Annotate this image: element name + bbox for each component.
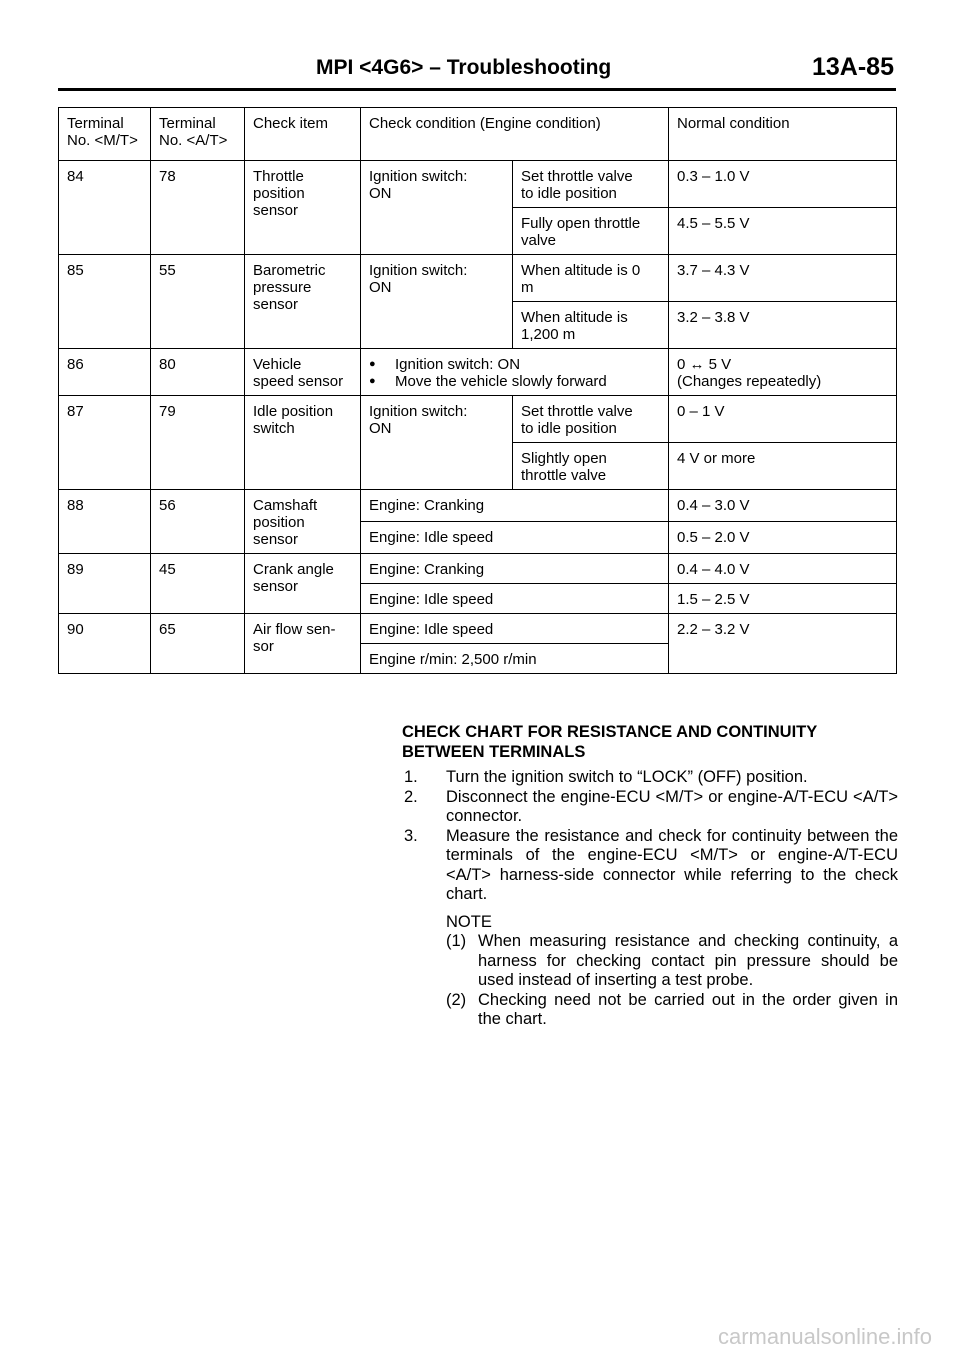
watermark: carmanualsonline.info [717,1324,932,1349]
terminal-at-cell [151,161,245,255]
sub-condition-cell-text: Fully open throttle valve [521,215,641,249]
normal-condition-cell [669,302,897,349]
normal-condition-cell [669,614,897,674]
check-item-cell [245,614,361,674]
normal-condition-cell [669,161,897,208]
terminal-mt-cell-text: 87 [67,403,84,420]
normal-condition-cell-text: 0.5 – 2.0 V [677,529,750,546]
sub-condition-cell [513,443,669,490]
terminal-check-table [58,107,897,674]
note-list [402,932,898,1030]
column-header-text: Normal condition [677,115,790,132]
sub-condition-cell-text: When altitude is 1,200 m [521,309,628,343]
check-condition-cell-text: Engine: Idle speed [369,591,494,608]
normal-condition-cell-text: 0.3 – 1.0 V [677,168,750,185]
condition-bullet: ● Move the vehicle slowly forward [369,373,662,390]
terminal-mt-cell [59,255,151,349]
table-row [59,161,897,208]
condition-bullet: ● Ignition switch: ON [369,356,662,373]
procedure-step-number: 1. [404,768,418,786]
terminal-mt-cell [59,161,151,255]
procedure-step-text: Disconnect the engine-ECU <M/T> or engine-A/T-ECU <A/T> connector. [446,787,898,825]
normal-condition-cell [669,584,897,614]
normal-condition-cell-text: 4.5 – 5.5 V [677,215,750,232]
check-table-container [58,107,897,674]
check-condition-cell [361,554,669,584]
check-item-cell-text: Barometric pressure sensor [253,262,326,313]
sub-condition-cell-text: When altitude is 0 m [521,262,641,296]
procedure-step-text: Measure the resistance and check for continuity between the terminals of the engine-ECU <M/T> or engine-A/T-ECU <A/T> harness-side connector while referring to the check chart. [446,826,898,903]
sub-condition-cell [513,208,669,255]
table-row [59,255,897,302]
terminal-at-cell-text: 79 [159,403,176,420]
terminal-at-cell [151,349,245,396]
terminal-at-cell [151,490,245,554]
terminal-at-cell-text: 45 [159,561,176,578]
procedure-step [402,827,898,905]
sub-condition-cell [513,396,669,443]
check-condition-cell [361,490,669,522]
terminal-at-cell-text: 65 [159,621,176,638]
terminal-at-cell [151,614,245,674]
terminal-mt-cell [59,396,151,490]
terminal-mt-cell-text: 86 [67,356,84,373]
column-header [151,108,245,161]
check-condition-cell [361,522,669,554]
table-row [59,614,897,644]
note-item-text: Checking need not be carried out in the order given in the chart. [478,990,898,1028]
normal-condition-cell [669,443,897,490]
column-header-text: Check item [253,115,329,132]
procedure-step-number: 2. [404,787,418,806]
check-condition-cell-text: Engine: Idle speed [369,621,494,638]
note-item [402,932,898,991]
procedure-steps [402,768,898,905]
column-header [59,108,151,161]
table-row [59,349,897,396]
note-item-text: When measuring resistance and checking continuity, a harness for checking contact pin pressure should be used instead of inserting a test probe. [478,932,898,989]
procedure-step-number: 3. [404,826,418,845]
check-item-cell-text: Crank angle sensor [253,561,334,595]
terminal-at-cell-text: 80 [159,356,176,373]
check-condition-cell-text: Engine: Idle speed [369,529,494,546]
terminal-mt-cell-text: 90 [67,621,84,638]
normal-condition-cell-text: 0 – 1 V [677,403,725,420]
table-row [59,490,897,522]
sub-condition-cell-text: Set throttle valve to idle position [521,403,633,437]
normal-condition-cell-text: 3.2 – 3.8 V [677,309,750,326]
check-item-cell-text: Idle position switch [253,403,334,437]
column-header [361,108,669,161]
normal-condition-cell-text: 3.7 – 4.3 V [677,262,750,279]
normal-condition-cell-text: 0 ↔ 5 V (Changes repeatedly) [677,356,822,390]
note-item-number: (1) [446,932,467,950]
normal-condition-cell [669,208,897,255]
procedure-step-text: Turn the ignition switch to “LOCK” (OFF) position. [446,768,808,786]
terminal-mt-cell [59,349,151,396]
check-item-cell-text: Vehicle speed sensor [253,356,344,390]
column-header-text: Terminal No. <A/T> [159,115,228,149]
check-item-cell [245,490,361,554]
note-item [402,991,898,1030]
page-number: 13A-85 [812,53,894,81]
page-header [58,53,896,91]
terminal-at-cell [151,396,245,490]
check-condition-cell [361,255,513,349]
check-condition-cell-text: Ignition switch: ON [369,168,468,202]
terminal-mt-cell [59,554,151,614]
check-condition-cell [361,584,669,614]
table-row [59,396,897,443]
terminal-mt-cell [59,490,151,554]
terminal-mt-cell-text: 88 [67,497,84,514]
sub-condition-cell [513,302,669,349]
check-item-cell-text: Camshaft position sensor [253,497,318,548]
sub-condition-cell-text: Set throttle valve to idle position [521,168,633,202]
table-row [59,554,897,584]
normal-condition-cell [669,255,897,302]
check-item-cell-text: Throttle position sensor [253,168,305,219]
procedure-step [402,768,898,788]
terminal-mt-cell-text: 85 [67,262,84,279]
terminal-mt-cell [59,614,151,674]
check-condition-cell [361,349,669,396]
check-condition-cell [361,644,669,674]
sub-condition-cell [513,255,669,302]
check-item-cell [245,396,361,490]
check-condition-cell-text: Engine: Cranking [369,497,485,514]
normal-condition-cell-text: 2.2 – 3.2 V [677,621,750,638]
section-title: CHECK CHART FOR RESISTANCE AND CONTINUITY BETWEEN TERMINALS [402,723,818,761]
check-condition-cell-text: Ignition switch: ON [369,262,468,296]
procedure-step [402,788,898,827]
check-condition-cell [361,396,513,490]
normal-condition-cell [669,554,897,584]
column-header-text: Check condition (Engine condition) [369,115,601,132]
check-item-cell [245,161,361,255]
sub-condition-cell [513,161,669,208]
terminal-at-cell [151,255,245,349]
page-title: MPI <4G6> – Troubleshooting [316,56,612,79]
table-header-row [59,108,897,161]
check-item-cell [245,349,361,396]
normal-condition-cell [669,349,897,396]
normal-condition-cell-text: 0.4 – 3.0 V [677,497,750,514]
terminal-at-cell-text: 56 [159,497,176,514]
check-condition-cell [361,614,669,644]
normal-condition-cell [669,490,897,522]
check-item-cell-text: Air flow sen- sor [253,621,336,655]
terminal-at-cell-text: 78 [159,168,176,185]
normal-condition-cell [669,522,897,554]
normal-condition-cell-text: 1.5 – 2.5 V [677,591,750,608]
terminal-at-cell [151,554,245,614]
sub-condition-cell-text: Slightly open throttle valve [521,450,607,484]
check-condition-cell [361,161,513,255]
note-item-number: (2) [446,990,467,1009]
check-condition-cell-text: Engine: Cranking [369,561,485,578]
column-header [245,108,361,161]
check-chart-section [402,723,898,1030]
normal-condition-cell-text: 4 V or more [677,450,756,467]
terminal-mt-cell-text: 84 [67,168,84,185]
check-condition-cell-text: Engine r/min: 2,500 r/min [369,651,537,668]
check-item-cell [245,255,361,349]
column-header-text: Terminal No. <M/T> [67,115,138,149]
check-item-cell [245,554,361,614]
normal-condition-cell-text: 0.4 – 4.0 V [677,561,750,578]
note-label: NOTE [446,912,492,931]
column-header [669,108,897,161]
normal-condition-cell [669,396,897,443]
terminal-at-cell-text: 55 [159,262,176,279]
terminal-mt-cell-text: 89 [67,561,84,578]
check-condition-cell-text: Ignition switch: ON [369,403,468,437]
